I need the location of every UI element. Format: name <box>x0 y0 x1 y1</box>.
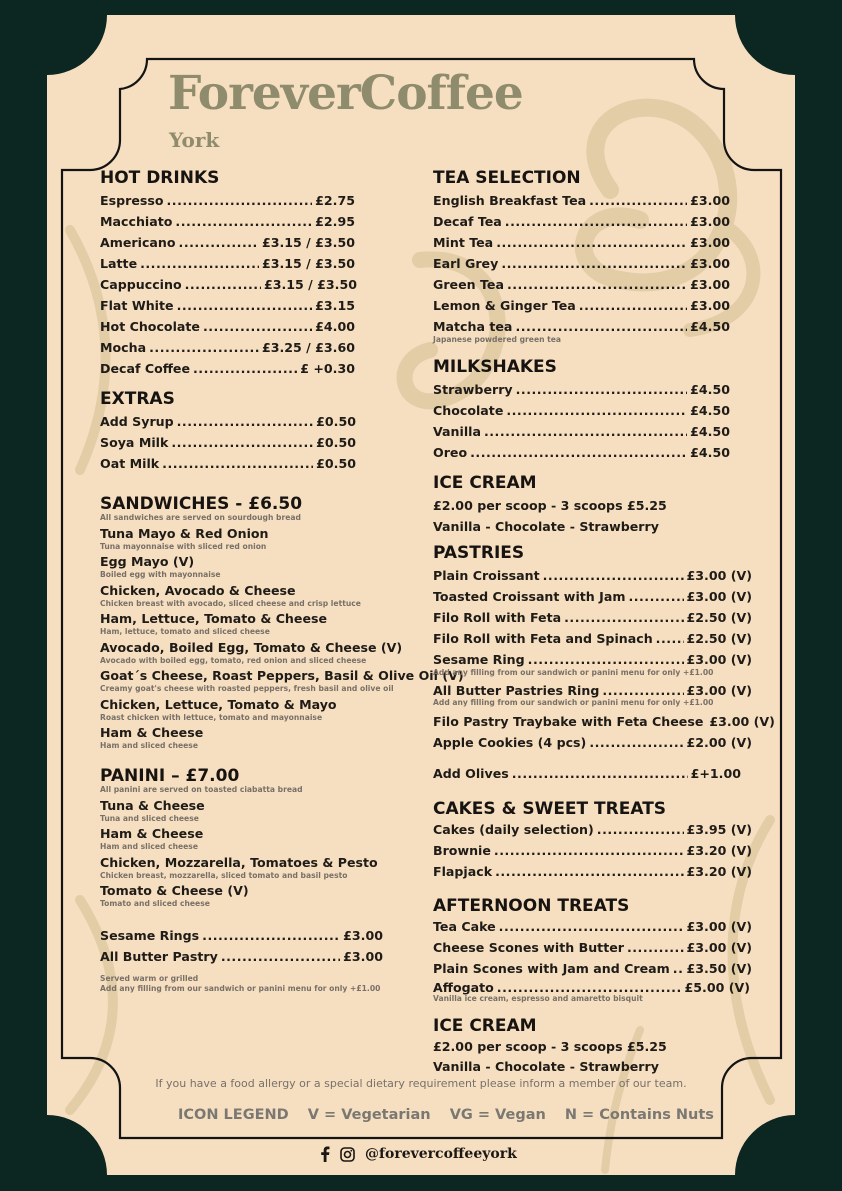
legend-nuts: N = Contains Nuts <box>564 1107 714 1123</box>
menu-item: English Breakfast Tea ..... £3.00 <box>433 195 730 208</box>
panini-item: Ham & Cheese <box>100 826 204 841</box>
panini-item: Tuna & Cheese <box>100 798 205 813</box>
menu-item: Filo Roll with Feta ..... £2.50 (V) <box>433 612 752 625</box>
panini-item: Tomato & Cheese (V) <box>100 883 249 898</box>
sandwich-item: Ham, Lettuce, Tomato & Cheese <box>100 611 328 626</box>
sandwich-desc: Tuna mayonnaise with sliced red onion <box>100 542 267 551</box>
legend-vegan: VG = Vegan <box>449 1107 546 1123</box>
pastries-title: PASTRIES <box>433 543 525 563</box>
sandwich-item: Egg Mayo (V) <box>100 554 195 569</box>
panini-desc: Chicken breast, mozzarella, sliced tomato and basil pesto <box>100 871 348 880</box>
sandwich-desc: Chicken breast with avocado, sliced cheese and crisp lettuce <box>100 599 361 608</box>
ice-cream-title-2: ICE CREAM <box>433 1016 537 1036</box>
panini-desc: Tomato and sliced cheese <box>100 899 210 908</box>
menu-item: Decaf Coffee ..... £ +0.30 <box>100 363 355 376</box>
menu-item: Chocolate ..... £4.50 <box>433 405 730 418</box>
social-bar <box>320 1146 517 1162</box>
sandwich-desc: Roast chicken with lettuce, tomato and mayonnaise <box>100 713 323 722</box>
menu-item: Green Tea ..... £3.00 <box>433 279 730 292</box>
menu-item: All Butter Pastry ..... £3.00 <box>100 951 383 964</box>
milkshakes-title: MILKSHAKES <box>433 357 557 377</box>
bakes-note: Add any filling from our sandwich or panini menu for only +£1.00 <box>100 984 381 993</box>
pastry-desc: Add any filling from our sandwich or panini menu for only +£1.00 <box>433 668 714 677</box>
menu-item: Cakes (daily selection) ..... £3.95 (V) <box>433 824 752 837</box>
panini-item: Chicken, Mozzarella, Tomatoes & Pesto <box>100 855 378 870</box>
sandwich-item: Ham & Cheese <box>100 725 204 740</box>
menu-item: Tea Cake ..... £3.00 (V) <box>433 921 752 934</box>
menu-item: Latte ..... £3.15 / £3.50 <box>100 258 355 271</box>
menu-item: Sesame Rings ..... £3.00 <box>100 930 383 943</box>
menu-item: Hot Chocolate ..... £4.00 <box>100 321 355 334</box>
brand-city: York <box>169 128 220 152</box>
menu-item: Add Syrup ..... £0.50 <box>100 416 356 429</box>
afternoon-desc: Vanilla ice cream, espresso and amaretto bisquit <box>433 994 643 1003</box>
sandwiches-title: SANDWICHES - £6.50 <box>100 494 303 514</box>
sandwich-desc: Ham, lettuce, tomato and sliced cheese <box>100 627 270 636</box>
ice-cream-flavours-2: Vanilla - Chocolate - Strawberry <box>433 1059 659 1074</box>
panini-desc: Ham and sliced cheese <box>100 842 198 851</box>
panini-title: PANINI – £7.00 <box>100 766 240 786</box>
sandwich-desc: Ham and sliced cheese <box>100 741 198 750</box>
menu-item: Apple Cookies (4 pcs) ..... £2.00 (V) <box>433 737 752 750</box>
legend-vegetarian: V = Vegetarian <box>307 1107 431 1123</box>
ice-cream-title: ICE CREAM <box>433 473 537 493</box>
menu-item: Add Olives ..... £+1.00 <box>433 768 741 781</box>
menu-item: Filo Roll with Feta and Spinach ..... £2.50 (V) <box>433 633 752 646</box>
menu-item: Mocha ..... £3.25 / £3.60 <box>100 342 355 355</box>
tea-desc: Japanese powdered green tea <box>433 335 562 344</box>
menu-item: Plain Croissant ..... £3.00 (V) <box>433 570 752 583</box>
menu-item: Plain Scones with Jam and Cream ..... £3.50 (V) <box>433 963 752 976</box>
menu-item: Toasted Croissant with Jam ..... £3.00 (V) <box>433 591 752 604</box>
menu-item: Macchiato ..... £2.95 <box>100 216 355 229</box>
brand-name: ForeverCoffee <box>168 66 523 121</box>
social-handle[interactable]: @forevercoffeeyork <box>365 1146 517 1162</box>
icon-legend <box>178 1107 728 1123</box>
menu-item: Earl Grey ..... £3.00 <box>433 258 730 271</box>
panini-note: All panini are served on toasted ciabatta bread <box>100 785 303 794</box>
ice-cream-flavours: Vanilla - Chocolate - Strawberry <box>433 519 659 534</box>
legend-title: ICON LEGEND <box>178 1107 289 1123</box>
menu-item: Affogato ..... £5.00 (V) <box>433 982 750 995</box>
menu-item: Flat White ..... £3.15 <box>100 300 355 313</box>
menu-item: Mint Tea ..... £3.00 <box>433 237 730 250</box>
menu-item: Matcha tea ..... £4.50 <box>433 321 730 334</box>
sandwich-item: Chicken, Lettuce, Tomato & Mayo <box>100 697 337 712</box>
menu-item: All Butter Pastries Ring ..... £3.00 (V) <box>433 685 752 698</box>
menu-item: Sesame Ring ..... £3.00 (V) <box>433 654 752 667</box>
hot-drinks-title: HOT DRINKS <box>100 168 220 188</box>
menu-item: Soya Milk ..... £0.50 <box>100 437 356 450</box>
sandwich-desc: Boiled egg with mayonnaise <box>100 570 221 579</box>
allergy-notice: If you have a food allergy or a special dietary requirement please inform a member of our team. <box>155 1077 687 1090</box>
sandwich-item: Avocado, Boiled Egg, Tomato & Cheese (V) <box>100 640 403 655</box>
facebook-icon[interactable] <box>320 1146 330 1162</box>
extras-title: EXTRAS <box>100 389 175 409</box>
sandwich-item: Tuna Mayo & Red Onion <box>100 526 269 541</box>
cakes-title: CAKES & SWEET TREATS <box>433 799 667 819</box>
afternoon-title: AFTERNOON TREATS <box>433 896 630 916</box>
sandwich-desc: Avocado with boiled egg, tomato, red onion and sliced cheese <box>100 656 367 665</box>
menu-item: Lemon & Ginger Tea ..... £3.00 <box>433 300 730 313</box>
menu-item: Vanilla ..... £4.50 <box>433 426 730 439</box>
ice-cream-price: £2.00 per scoop - 3 scoops £5.25 <box>433 498 667 513</box>
ice-cream-price-2: £2.00 per scoop - 3 scoops £5.25 <box>433 1039 667 1054</box>
menu-item: Espresso ..... £2.75 <box>100 195 355 208</box>
sandwich-item: Goat´s Cheese, Roast Peppers, Basil & Olive Oil (V) <box>100 668 464 683</box>
menu-item: Decaf Tea ..... £3.00 <box>433 216 730 229</box>
bakes-note: Served warm or grilled <box>100 974 199 983</box>
menu-item: Filo Pastry Traybake with Feta Cheese £3.00 (V) <box>433 714 775 729</box>
menu-item: Americano ..... £3.15 / £3.50 <box>100 237 355 250</box>
sandwiches-note: All sandwiches are served on sourdough bread <box>100 513 301 522</box>
sandwich-item: Chicken, Avocado & Cheese <box>100 583 296 598</box>
sandwich-desc: Creamy goat's cheese with roasted peppers, fresh basil and olive oil <box>100 684 394 693</box>
menu-item: Strawberry ..... £4.50 <box>433 384 730 397</box>
pastry-desc: Add any filling from our sandwich or panini menu for only +£1.00 <box>433 698 714 707</box>
panini-desc: Tuna and sliced cheese <box>100 814 199 823</box>
menu-item: Flapjack ..... £3.20 (V) <box>433 866 752 879</box>
menu-item: Cheese Scones with Butter ..... £3.00 (V) <box>433 942 752 955</box>
instagram-icon[interactable] <box>340 1147 355 1162</box>
menu-item: Brownie ..... £3.20 (V) <box>433 845 752 858</box>
menu-item: Cappuccino ..... £3.15 / £3.50 <box>100 279 357 292</box>
menu-item: Oreo ..... £4.50 <box>433 447 730 460</box>
menu-item: Oat Milk ..... £0.50 <box>100 458 356 471</box>
tea-title: TEA SELECTION <box>433 168 581 188</box>
